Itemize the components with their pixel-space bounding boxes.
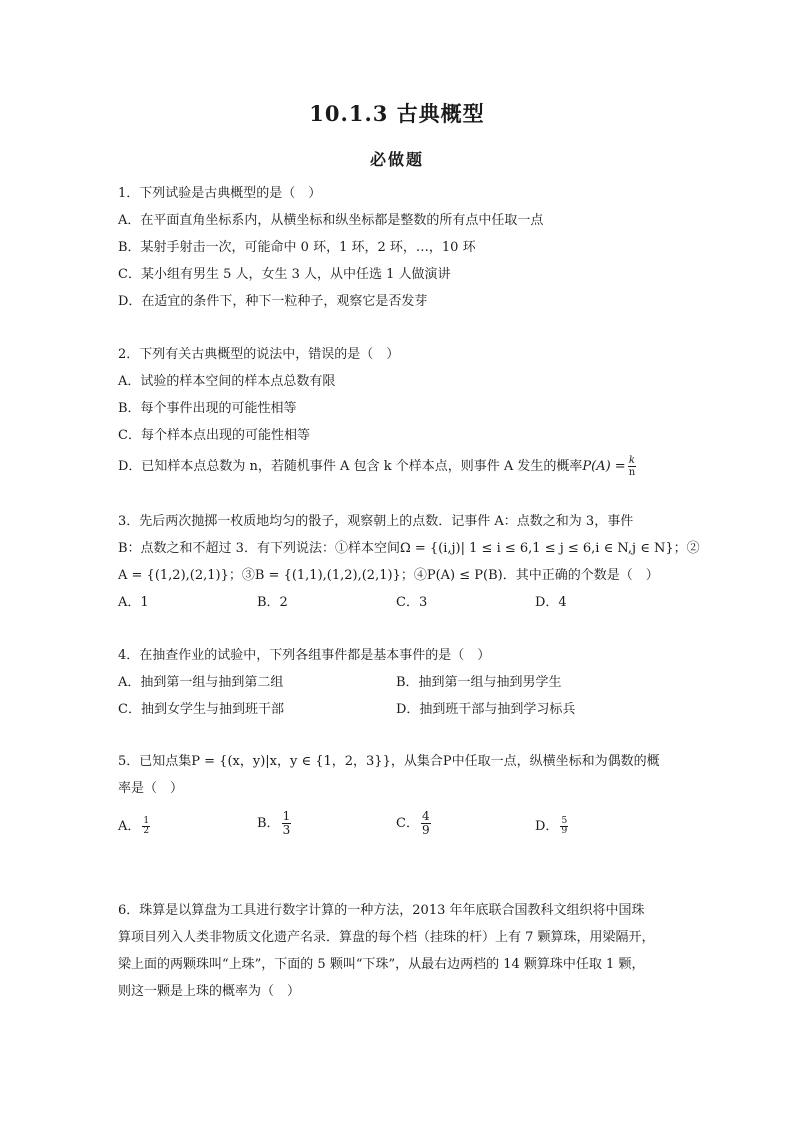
q5-d-numerator: 5 xyxy=(561,816,568,826)
q4-stem: 4．在抽查作业的试验中，下列各组事件都是基本事件的是（ ） xyxy=(118,648,491,663)
q3-line-1: 3．先后两次抛掷一枚质地均匀的骰子，观察朝上的点数．记事件 A：点数之和为 3，事件 xyxy=(118,514,634,529)
q2-option-d-text: D．已知样本点总数为 n，若随机事件 A 包含 k 个样本点，则事件 A 发生的概率 xyxy=(118,459,583,474)
q3-option-b: B．2 xyxy=(257,595,288,610)
q1-option-d: D．在适宜的条件下，种下一粒种子，观察它是否发芽 xyxy=(118,294,428,309)
q5-c-numerator: 4 xyxy=(421,809,430,823)
q3-line-3: A = {(1,2),(2,1)}；③B = {(1,1),(1,2),(2,1)}；④P(A) ≤ P(B)．其中正确的个数是（ ） xyxy=(118,568,659,583)
q5-d-denominator: 9 xyxy=(561,826,568,836)
q2-fraction-denominator: n xyxy=(628,467,636,478)
q5-option-b-fraction xyxy=(282,810,292,837)
q5-option-b-label: B． xyxy=(257,816,280,831)
q5-b-denominator: 3 xyxy=(282,823,291,837)
q6-line-2: 算项目列入人类非物质文化遗产名录．算盘的每个档（挂珠的杆）上有 7 颗算珠，用梁隔开， xyxy=(118,930,655,945)
q2-fraction-numerator: k xyxy=(628,455,635,466)
q4-option-b: B．抽到第一组与抽到男学生 xyxy=(396,675,562,690)
q4-option-a: A．抽到第一组与抽到第二组 xyxy=(118,675,284,690)
section-subtitle: 必做题 xyxy=(369,150,424,169)
q3-option-d: D．4 xyxy=(535,595,567,610)
q2-stem: 2．下列有关古典概型的说法中，错误的是（ ） xyxy=(118,347,400,362)
q5-option-d-label: D． xyxy=(535,819,559,834)
q2-option-d-math: P(A) = xyxy=(582,459,626,474)
q5-line-2: 率是（ ） xyxy=(118,781,184,796)
q5-option-c xyxy=(396,810,433,837)
q5-c-denominator: 9 xyxy=(421,823,430,837)
q5-a-denominator: 2 xyxy=(143,826,150,836)
q6-line-3: 梁上面的两颗珠叫“上珠”，下面的 5 颗叫“下珠”，从最右边两档的 14 颗算珠中任取 1 颗， xyxy=(118,957,645,972)
q2-option-a: A．试验的样本空间的样本点总数有限 xyxy=(118,374,336,389)
q6-line-4: 则这一颗是上珠的概率为（ ） xyxy=(118,984,301,999)
q5-option-b xyxy=(257,810,293,837)
q5-option-c-fraction xyxy=(421,810,431,837)
q1-option-c: C．某小组有男生 5 人，女生 3 人，从中任选 1 人做演讲 xyxy=(118,267,451,282)
q5-option-d xyxy=(535,817,570,836)
q1-stem: 1．下列试验是古典概型的是（ ） xyxy=(118,186,322,201)
q5-option-d-fraction xyxy=(560,817,568,836)
q2-fraction xyxy=(628,455,636,478)
q5-option-c-label: C． xyxy=(396,816,419,831)
q6-line-1: 6．珠算是以算盘为工具进行数字计算的一种方法，2013 年年底联合国教科文组织将中国珠 xyxy=(118,903,645,918)
page-title: 10.1.3 古典概型 xyxy=(309,101,485,126)
q4-option-d: D．抽到班干部与抽到学习标兵 xyxy=(396,702,576,717)
q5-option-a xyxy=(118,817,152,836)
q5-a-numerator: 1 xyxy=(143,816,150,826)
q5-line-1: 5．已知点集P = {(x，y)|x，y ∈ {1，2，3}}，从集合P中任取一点，纵横坐标和为偶数的概 xyxy=(118,754,660,769)
q3-option-c: C．3 xyxy=(396,595,428,610)
q1-option-a: A．在平面直角坐标系内，从横坐标和纵坐标都是整数的所有点中任取一点 xyxy=(118,213,544,228)
q5-option-a-label: A． xyxy=(118,819,141,834)
q4-option-c: C．抽到女学生与抽到班干部 xyxy=(118,702,284,717)
q1-option-b: B．某射手射击一次，可能命中 0 环，1 环，2 环，…，10 环 xyxy=(118,240,476,255)
q3-option-a: A．1 xyxy=(118,595,149,610)
q2-option-d xyxy=(118,455,638,478)
q3-line-2: B：点数之和不超过 3．有下列说法：①样本空间Ω = {(i,j)| 1 ≤ i ≤ 6,1 ≤ j ≤ 6,i ∈ N,j ∈ N}；② xyxy=(118,541,700,556)
q2-option-b: B．每个事件出现的可能性相等 xyxy=(118,401,297,416)
q2-option-c: C．每个样本点出现的可能性相等 xyxy=(118,428,310,443)
q5-option-a-fraction xyxy=(142,817,150,836)
q5-b-numerator: 1 xyxy=(282,809,291,823)
